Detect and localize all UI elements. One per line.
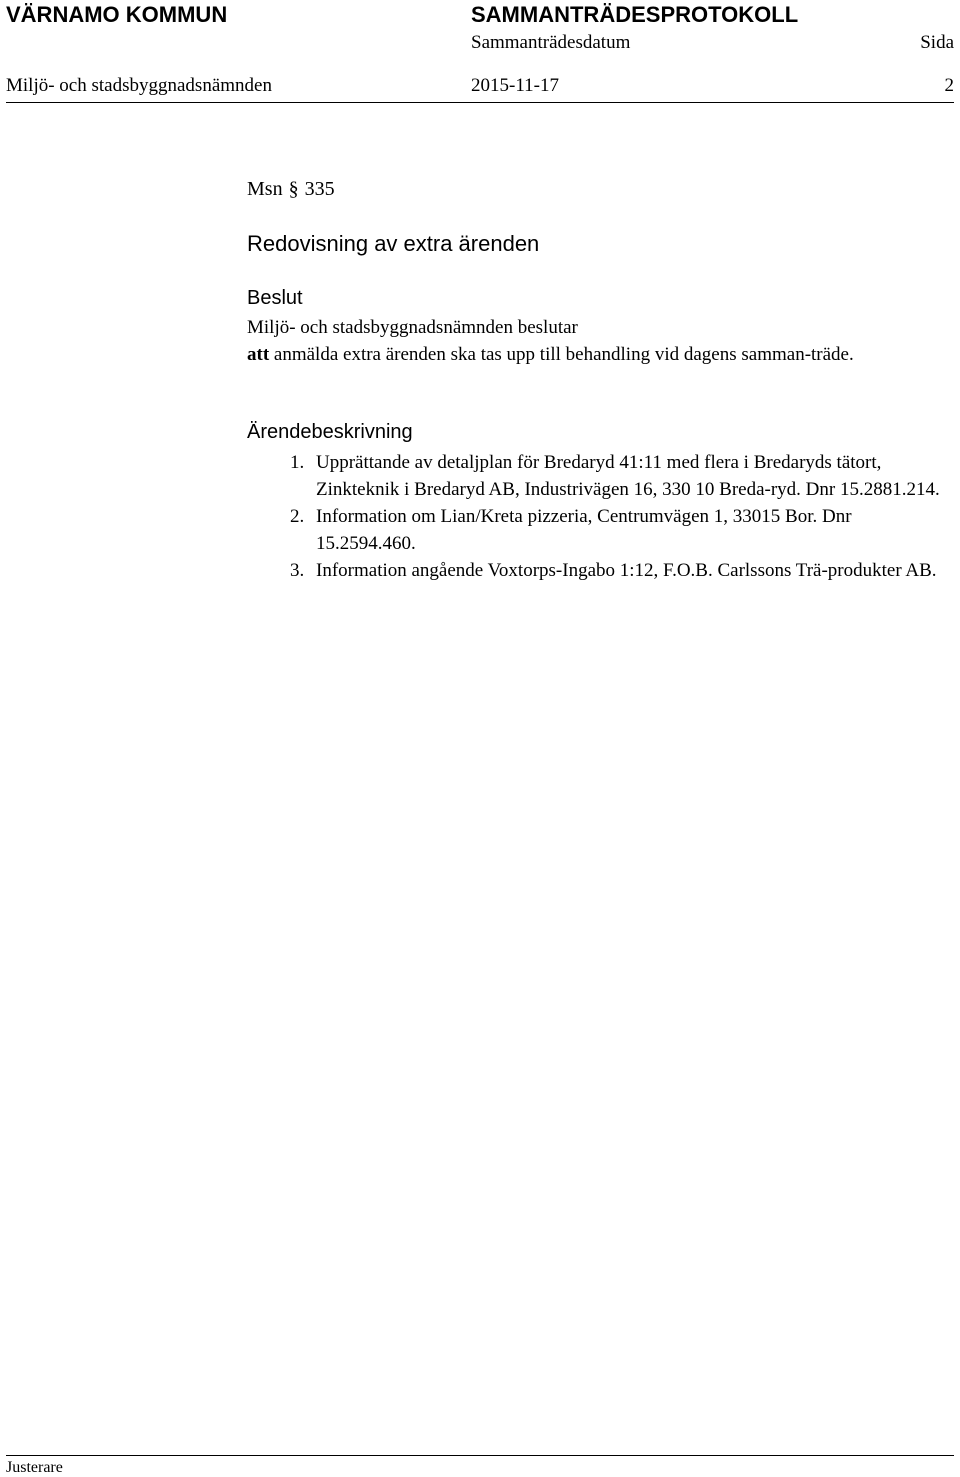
paragraph-id [247,178,953,201]
page-label: Sida [920,32,954,53]
paragraph-prefix: Msn [247,178,283,200]
decision-att-clause [247,341,953,368]
page-number: 2 [944,75,954,96]
list-item [247,557,953,584]
description-heading: Ärendebeskrivning [247,421,413,443]
item-text: Information om Lian/Kreta pizzeria, Centrumvägen 1, 33015 Bor. Dnr 15.2594.460. [316,506,852,554]
justerare-label: Justerare [6,1459,63,1476]
document-type: SAMMANTRÄDESPROTOKOLL [471,2,799,27]
item-number: 1. [290,452,305,473]
footer-rule [6,1455,954,1456]
municipality-name: VÄRNAMO KOMMUN [6,2,228,27]
item-text: Upprättande av detaljplan för Bredaryd 41:11 med flera i Bredaryds tätort, Zinkteknik i Bredaryd AB, Industrivägen 16, 330 10 Breda-ryd. Dnr 15.2881.214. [316,452,940,500]
att-text: anmälda extra ärenden ska tas upp till behandling vid dagens samman-träde. [273,344,854,365]
decision-text [247,314,953,368]
item-number: 3. [290,560,305,581]
att-word: att [247,344,270,365]
paragraph-title: Redovisning av extra ärenden [247,231,540,256]
section-sign: § [288,178,299,200]
list-item [247,449,953,503]
item-number: 2. [290,506,305,527]
item-text: Information angående Voxtorps-Ingabo 1:12, F.O.B. Carlssons Trä-produkter AB. [316,560,937,581]
paragraph-number: 335 [304,178,335,200]
header-rule [6,102,954,103]
committee-name: Miljö- och stadsbyggnadsnämnden [6,75,272,96]
list-item [247,503,953,557]
decision-intro: Miljö- och stadsbyggnadsnämnden beslutar [247,317,578,338]
meeting-date-label: Sammanträdesdatum [471,32,631,53]
decision-heading: Beslut [247,287,303,309]
meeting-date: 2015-11-17 [471,75,559,96]
description-list [247,449,953,584]
